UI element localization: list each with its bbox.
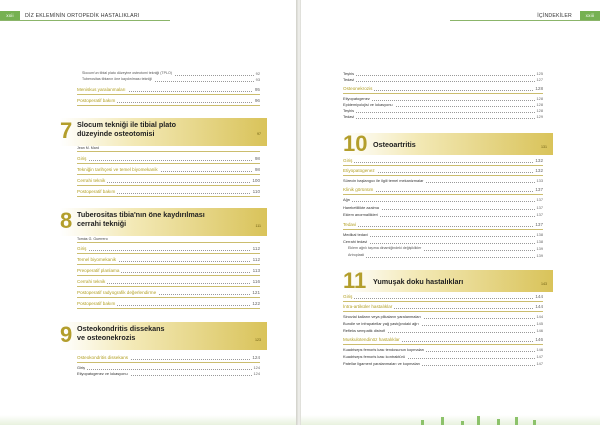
toc-entry-page: 112 — [252, 257, 260, 262]
toc-entry-label: Giriş — [77, 246, 87, 251]
chapter-page: 143 — [541, 282, 547, 286]
chapter-heading-9[interactable] — [60, 322, 267, 350]
toc-entry-label: Tedavi — [343, 77, 355, 82]
toc-entry-page: 124 — [252, 355, 260, 360]
toc-entry-label: Postoperatif radyografik değerlendirme — [77, 290, 157, 295]
toc-entry-page: 100 — [252, 178, 260, 183]
toc-entry-page: 124 — [253, 371, 260, 376]
chapter-title: Slocum tekniği ile tibial plato düzeyinde osteotomisi — [77, 120, 177, 138]
chapter-heading-10[interactable] — [343, 133, 553, 155]
toc-entry-page: 145 — [536, 321, 543, 326]
toc-entry-label: Muskulotendinöz hastalıklar — [343, 337, 400, 342]
toc-entry-label: Osteonekrozis — [343, 86, 373, 91]
toc-entry-page: 139 — [536, 253, 543, 258]
toc-entry-page: 128 — [535, 86, 543, 91]
toc-entry-page: 138 — [536, 232, 543, 237]
chapter-heading-7[interactable] — [60, 118, 267, 146]
chapter-title: Yumuşak doku hastalıkları — [373, 277, 464, 286]
toc-entry-page: 146 — [536, 328, 543, 333]
page-number: xxii — [0, 11, 20, 20]
toc-entry-page: 116 — [252, 279, 260, 284]
toc-entry-page: 147 — [536, 354, 543, 359]
toc-entry-label: Giriş — [77, 156, 87, 161]
toc-entry-page: 124 — [253, 365, 260, 370]
chapter-number: 9 — [60, 322, 73, 347]
toc-entry-page: 133 — [536, 178, 543, 183]
chapter-page: 111 — [255, 224, 261, 228]
toc-entry-label: Sürecin başlangıcı ile ilgili temel mekanizmalar — [343, 178, 424, 183]
left-page — [0, 0, 297, 425]
toc-entry-page: 144 — [535, 294, 543, 299]
toc-entry-page: 125 — [536, 71, 543, 76]
toc-entry-label: Giriş — [343, 294, 353, 299]
toc-entry-page: 146 — [535, 337, 543, 342]
chapter-number: 7 — [60, 118, 73, 143]
toc-entry-page: 129 — [536, 114, 543, 119]
page-number: xxiii — [580, 11, 600, 20]
toc-entry-label: Medikal tedavi — [343, 232, 368, 237]
toc-entry-label: Artroplasti — [348, 253, 365, 257]
toc-entry-label: Etiyopatogenez — [343, 96, 370, 101]
chapter-title: Osteokondritis dissekans ve osteonekrozis — [77, 324, 165, 342]
toc-entry-page: 128 — [536, 96, 543, 101]
toc-entry-page: 147 — [536, 361, 543, 366]
toc-entry-page: 110 — [252, 189, 260, 194]
toc-entry-label: Refleks sempatik distrofi — [343, 328, 386, 333]
toc-entry-page: 112 — [252, 246, 260, 251]
toc-entry-label: Kuadriseps femoris kası kontraktürü — [343, 354, 406, 359]
toc-entry-page: 113 — [252, 268, 260, 273]
toc-entry-label: Postoperatif bakım — [77, 301, 116, 306]
toc-entry-page: 95 — [254, 87, 260, 92]
chapter-heading-11[interactable] — [343, 270, 553, 292]
toc-entry-page: 96 — [254, 98, 260, 103]
toc-entry-page: 144 — [536, 314, 543, 319]
chapter-page: 97 — [257, 132, 261, 136]
toc-entry-label: Eklem anormallikleri — [343, 212, 378, 217]
toc-entry-label: Giriş — [343, 158, 353, 163]
toc-entry-label: İntra-artiküler hastalıklar — [343, 304, 393, 309]
divider — [77, 242, 260, 243]
toc-entry-page: 98 — [254, 167, 260, 172]
running-title: DİZ EKLEMİNİN ORTOPEDİK HASTALIKLARI — [25, 13, 140, 19]
toc-entry-label: Etiyopatogenez — [343, 168, 375, 173]
toc-entry-label: Teşhis — [343, 71, 355, 76]
toc-entry-label: Temel biyomekanik — [77, 257, 117, 262]
running-title: İÇİNDEKİLER — [537, 13, 572, 19]
toc-entry-label: Klinik görünüm — [343, 187, 374, 192]
toc-entry-label: Tuberositas tibianın öne kaydırılması tekniği — [82, 77, 152, 81]
toc-entry-page: 98 — [254, 156, 260, 161]
footer-decoration — [301, 415, 600, 425]
chapter-number: 11 — [343, 268, 367, 293]
toc-entry-label: Slocum'un tibial plato düzeyine osteotomi tekniği (TPLO) — [82, 71, 172, 75]
toc-entry-page: 137 — [535, 222, 543, 227]
running-header — [450, 11, 600, 21]
toc-entry-label: Cerrahi tedavi — [343, 239, 368, 244]
toc-entry-page: 92 — [255, 71, 260, 76]
toc-entry-label: Postoperatif bakım — [77, 189, 116, 194]
toc-entry-page: 121 — [252, 290, 260, 295]
chapter-number: 10 — [343, 131, 368, 156]
right-page — [301, 0, 600, 425]
toc-entry-page: 139 — [536, 246, 543, 251]
toc-entry-label: Postoperatif bakım — [77, 98, 116, 103]
chapter-number: 8 — [60, 208, 73, 233]
toc-entry-page: 128 — [536, 108, 543, 113]
footer-decoration — [0, 415, 297, 425]
chapter-title: Osteoartritis — [373, 140, 416, 149]
toc-entry-label: Preoperatif planlama — [77, 268, 120, 273]
toc-entry-label: Cerrahi teknik — [77, 279, 106, 284]
toc-entry-page: 137 — [536, 212, 543, 217]
toc-entry-page: 132 — [535, 168, 543, 173]
toc-entry-label: Eklem ağrılı taşıma dinamiğindeki değişiklikler — [348, 246, 422, 250]
chapter-title: Tuberositas tibia'nın öne kaydırılması cerrahi tekniği — [77, 210, 205, 228]
toc-entry-page: 137 — [536, 205, 543, 210]
toc-entry-label: Tekniğin tarihçesi ve temel biyomekanik — [77, 167, 158, 172]
toc-entry-label: Patellar ligament yaralanmaları ve kopmaları — [343, 361, 420, 366]
running-header — [0, 11, 170, 21]
toc-entry-page: 127 — [536, 77, 543, 82]
chapter-page: 131 — [541, 145, 547, 149]
toc-entry-page: 146 — [536, 347, 543, 352]
toc-entry-label: Etiyopatogenez ve lokasyonu — [77, 371, 128, 376]
toc-entry-page: 138 — [536, 239, 543, 244]
divider — [77, 151, 260, 152]
toc-entry-label: Hareketlilikte azalma — [343, 205, 379, 210]
toc-entry-page: 93 — [255, 77, 260, 82]
toc-entry-label: Cerrahi teknik — [77, 178, 106, 183]
toc-entry-label: Kuadriseps femoris kası tendosunun kopmaları — [343, 347, 425, 352]
toc-entry-label: Epidemiyolojisi ve lokasyonu — [343, 102, 393, 107]
toc-entry-label: Meniskus yaralanmaları — [77, 87, 126, 92]
toc-entry-page: 128 — [536, 102, 543, 107]
toc-entry-page: 144 — [535, 304, 543, 309]
toc-entry-page: 137 — [535, 187, 543, 192]
chapter-author: Tomás G. Guerrero — [77, 237, 108, 241]
toc-entry-page: 122 — [252, 301, 260, 306]
chapter-page: 123 — [255, 338, 261, 342]
chapter-heading-8[interactable] — [60, 208, 267, 236]
toc-entry-label: Teşhis — [343, 108, 355, 113]
toc-entry-label: Osteokondritis dissekans — [77, 355, 129, 360]
toc-entry-label: Giriş — [77, 365, 85, 370]
toc-entry-page: 137 — [536, 197, 543, 202]
toc-entry-label: Bundle ve infrapatellar yağ yastığındaki ağrı — [343, 321, 419, 326]
toc-entry-label: Tedavi — [343, 222, 357, 227]
toc-entry-label: Tedavi — [343, 114, 355, 119]
chapter-author: Jean M. Mard — [77, 146, 99, 150]
toc-entry-label: Ağrı — [343, 197, 351, 202]
toc-entry-label: Sinovial kalların veya plikaların yaralanmaları — [343, 314, 421, 319]
toc-entry-page: 132 — [535, 158, 543, 163]
